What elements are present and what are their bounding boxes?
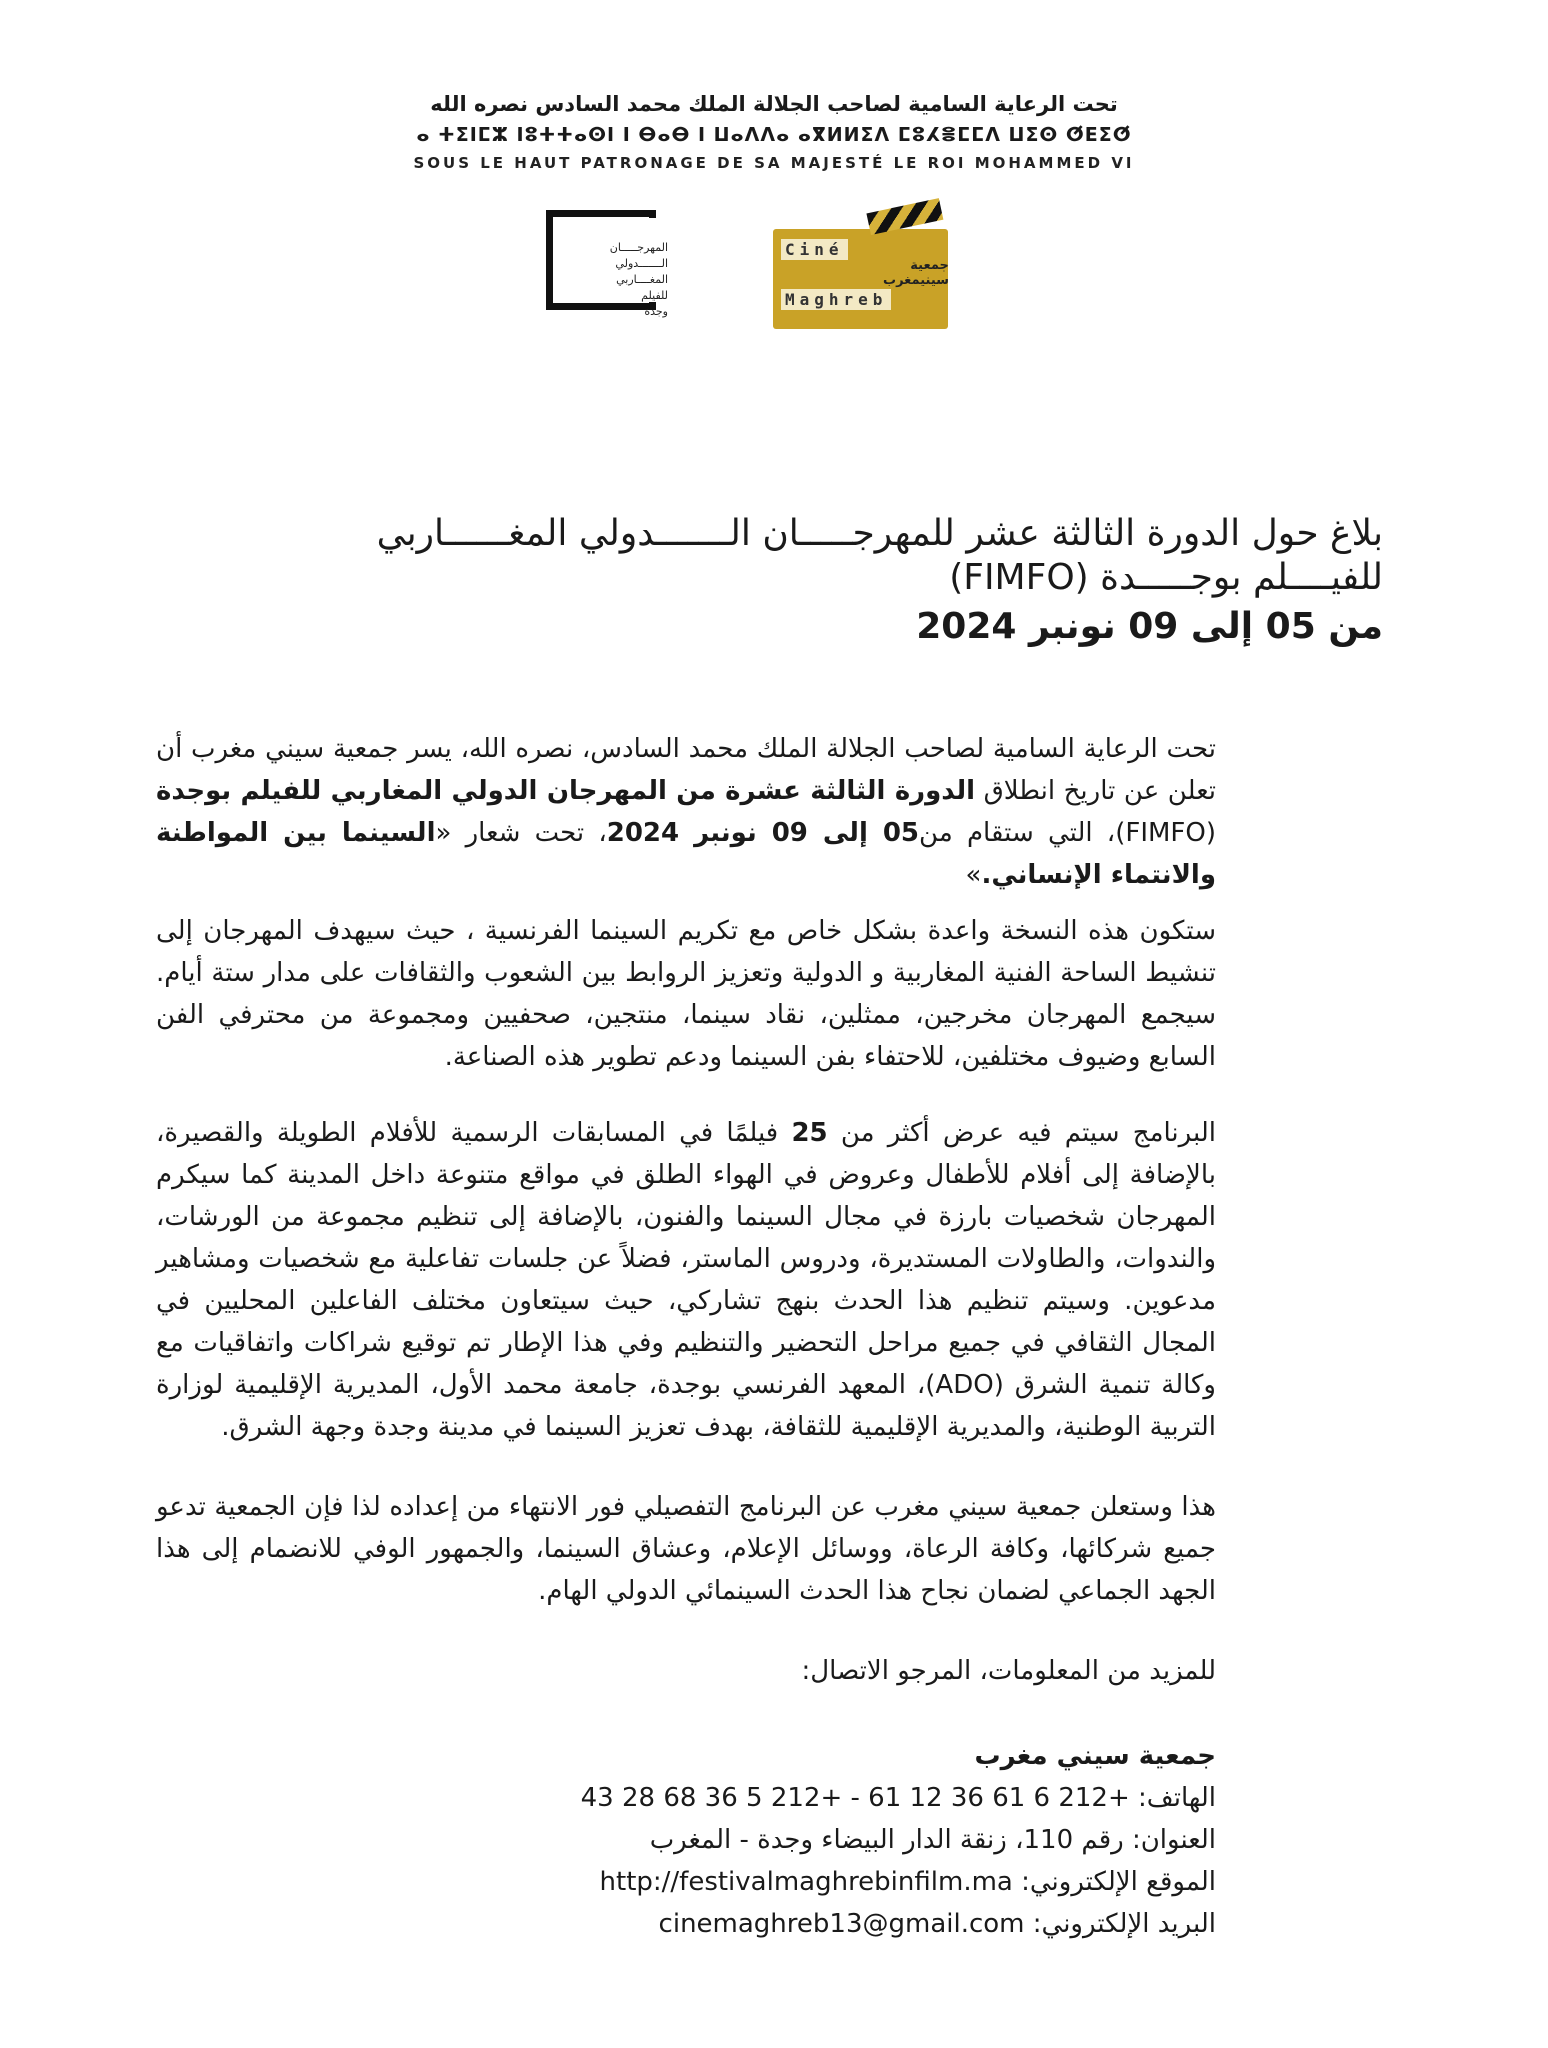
email-link[interactable]: cinemaghreb13@gmail.com xyxy=(658,1909,1025,1939)
maghreb-word: Maghreb xyxy=(781,289,891,310)
title-line-1: بلاغ حول الدورة الثالثة عشر للمهرجـــــان الـــــــدولي المغــــــاربي xyxy=(376,513,1383,554)
contact-email: البريد الإلكتروني: cinemaghreb13@gmail.com xyxy=(658,1909,1216,1939)
contact-address: العنوان: رقم 110، زنقة الدار البيضاء وجدة - المغرب xyxy=(649,1825,1216,1855)
contact-intro: للمزيد من المعلومات، المرجو الاتصال: xyxy=(801,1656,1216,1686)
paragraph-call: هذا وستعلن جمعية سيني مغرب عن البرنامج التفصيلي فور الانتهاء من إعداده لذا فإن الجمعية تدعو جميع شركائها، وكافة الرعاة، ووسائل الإعلام، وعشاق السينما، والجمهور الوفي للانضمام إلى هذا الجهد الجماعي لضمان نجاح هذا الحدث السينمائي الدولي الهام. xyxy=(156,1492,1216,1606)
cine-word: Ciné xyxy=(781,239,848,260)
festival-logo xyxy=(546,210,726,335)
patronage-arabic: تحت الرعاية السامية لصاحب الجلالة الملك محمد السادس نصره الله xyxy=(430,92,1118,116)
contact-name: جمعية سيني مغرب xyxy=(974,1741,1216,1771)
patronage-tifinagh: ⴰ ⵜⵉⵏⵎⵣ ⵏⵓⵜⵜⴰⵙⵏ ⵏ ⴱⴰⴱ ⵏ ⵡⴰⴷⴷⴰ ⴰⴳⵍⵍⵉⴷ ⵎⵓⵃⴻⵎⵎⴷ ⵡⵉⵙ ⵚⴹⵉⵚ xyxy=(416,124,1132,146)
contact-phone: الهاتف: 43 28 68 36 5 212+ - 61 12 36 61 6 212+ xyxy=(580,1783,1216,1813)
paragraph-edition: ستكون هذه النسخة واعدة بشكل خاص مع تكريم السينما الفرنسية ، حيث سيهدف المهرجان إلى تنشيط الساحة الفنية المغاربية و الدولية وتعزيز الروابط بين الشعوب والثقافات على مدار ستة أيام. سيجمع المهرجان مخرجين، ممثلين، نقاد سينما، منتجين، صحفيين ومجموعة من محترفي الفن السابع وضيوف مختلفين، للاحتفاء بفن السينما ودعم تطوير هذه الصناعة. xyxy=(156,916,1216,1072)
address-value: رقم 110، زنقة الدار البيضاء وجدة - المغرب xyxy=(649,1825,1124,1855)
festival-logo-text: المهرجـــــان الـــــــدولي المغــــاربي للفيلم وجدة xyxy=(609,241,668,318)
cine-maghreb-logo xyxy=(773,213,948,328)
paragraph-program: البرنامج سيتم فيه عرض أكثر من 25 فيلمًا في المسابقات الرسمية للأفلام الطويلة والقصيرة، بالإضافة إلى أفلام للأطفال وعروض في الهواء الطلق في مواقع متنوعة داخل المدينة كما سيكرم المهرجان شخصيات بارزة في مجال السينما والفنون، بالإضافة إلى تنظيم مجموعة من الورشات، والندوات، والطاولات المستديرة، ودروس الماستر، فضلاً عن جلسات تفاعلية مع شخصيات ومشاهير مدعوين. وسيتم تنظيم هذا الحدث بنهج تشاركي، حيث سيتعاون مختلف الفاعلين المحليين في المجال الثقافي في جميع مراحل التحضير والتنظيم وفي هذا الإطار تم توقيع شراكات واتفاقيات مع وكالة تنمية الشرق (ADO)، المعهد الفرنسي بوجدة، جامعة محمد الأول، المديرية الإقليمية لوزارة التربية الوطنية، والمديرية الإقليمية للثقافة، بهدف تعزيز السينما في مدينة وجدة وجهة الشرق. xyxy=(156,1118,1216,1442)
website-link[interactable]: http://festivalmaghrebinfilm.ma xyxy=(599,1867,1013,1897)
paragraph-intro: تحت الرعاية السامية لصاحب الجلالة الملك محمد السادس، نصره الله، يسر جمعية سيني مغرب أن تعلن عن تاريخ انطلاق الدورة الثالثة عشرة من المهرجان الدولي المغاربي للفيلم بوجدة (FIMFO)، التي ستقام من05 إلى 09 نونبر 2024، تحت شعار «السينما بين المواطنة والانتماء الإنساني.» xyxy=(156,734,1216,890)
title-line-2: للفيــــلم بوجـــــدة (FIMFO) xyxy=(949,557,1383,598)
title-dates: من 05 إلى 09 نونبر 2024 xyxy=(916,606,1383,647)
patronage-french: SOUS LE HAUT PATRONAGE DE SA MAJESTÉ LE ROI MOHAMMED VI xyxy=(413,154,1135,172)
cine-arabic-name: جمعية سينيمغرب xyxy=(883,258,949,288)
phone-value: 43 28 68 36 5 212+ - 61 12 36 61 6 212+ xyxy=(580,1783,1130,1813)
contact-website: الموقع الإلكتروني: http://festivalmaghrebinfilm.ma xyxy=(599,1867,1216,1897)
